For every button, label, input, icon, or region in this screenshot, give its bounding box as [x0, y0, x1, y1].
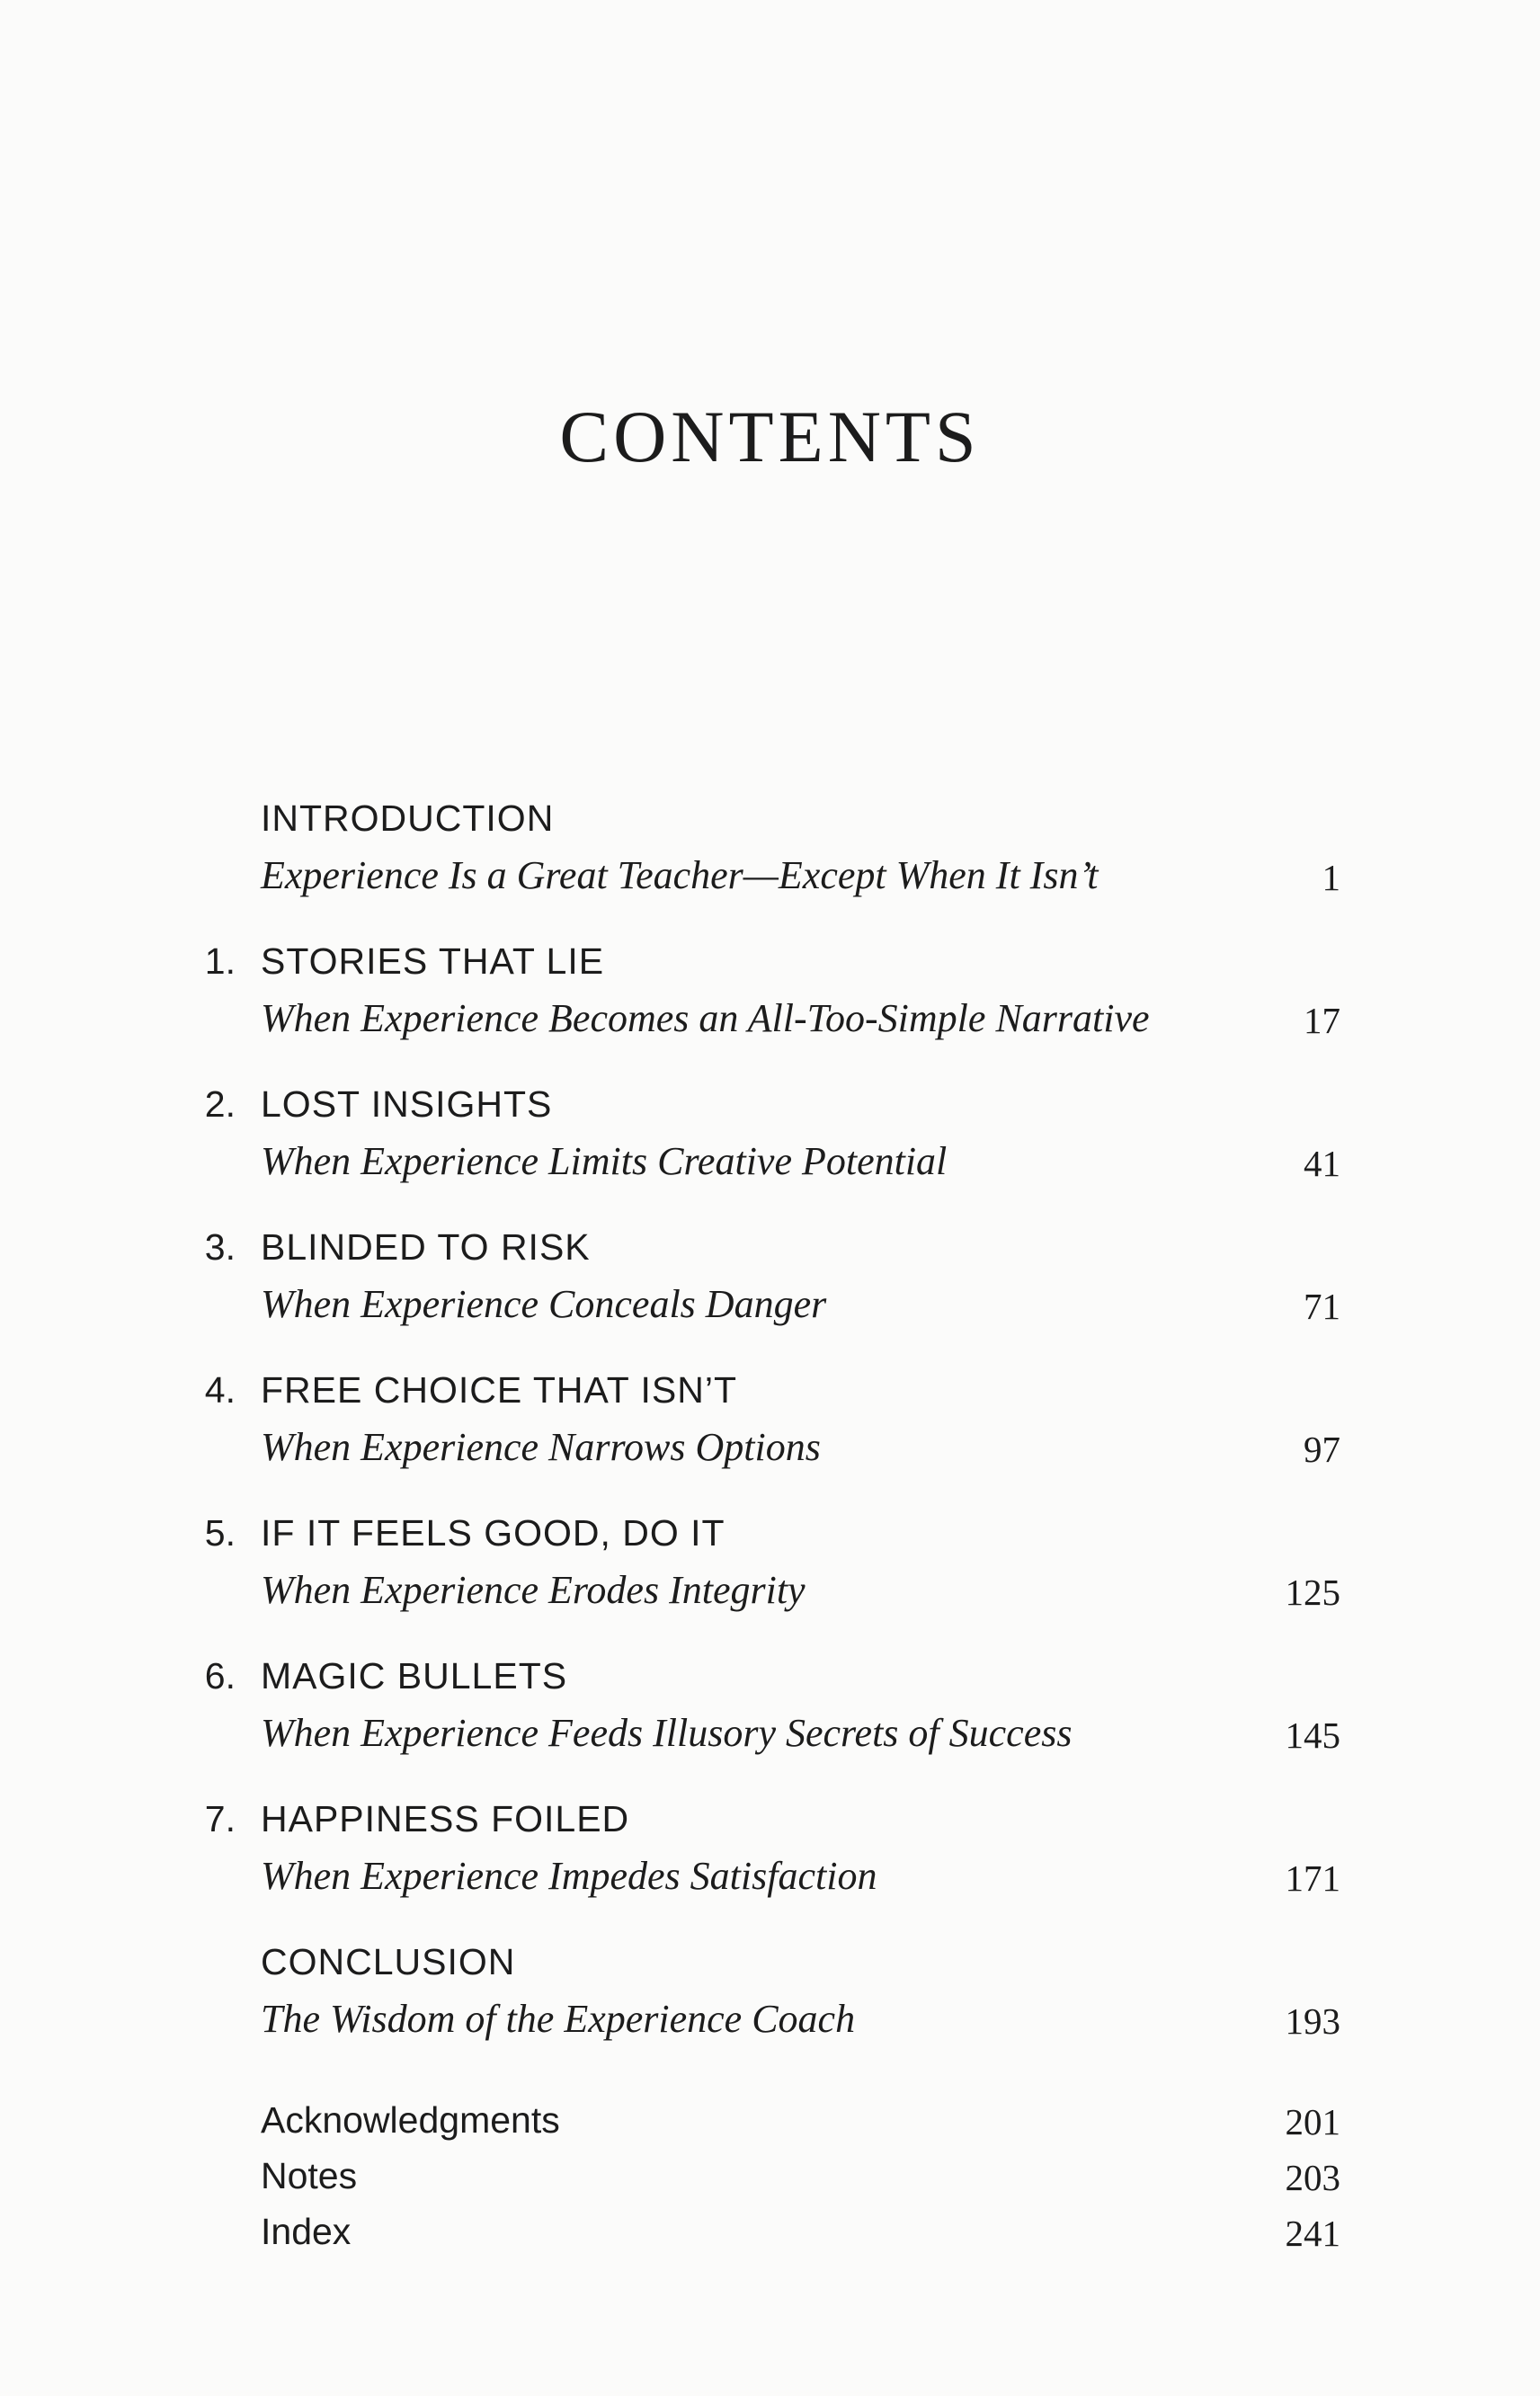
chapter-number: 3. — [204, 1226, 236, 1268]
page-number: 201 — [1285, 2101, 1340, 2142]
page-number: 71 — [1304, 1286, 1340, 1327]
chapter-subtitle: When Experience Impedes Satisfaction — [261, 1854, 877, 1898]
chapter-subtitle: When Experience Becomes an All-Too-Simple Narrative — [261, 996, 1150, 1040]
chapter-heading: INTRODUCTION — [261, 797, 555, 839]
chapter-subtitle: The Wisdom of the Experience Coach — [261, 1997, 856, 2041]
page-number: 1 — [1322, 857, 1340, 898]
page-number: 41 — [1304, 1143, 1340, 1184]
page-number: 97 — [1304, 1429, 1340, 1470]
back-matter-label: Acknowledgments — [261, 2099, 560, 2141]
page-number: 145 — [1285, 1715, 1340, 1756]
chapter-heading: MAGIC BULLETS — [261, 1655, 568, 1697]
page-number: 203 — [1285, 2157, 1340, 2198]
toc-entry-chapter-5[interactable] — [0, 1512, 1540, 1650]
chapter-number: 1. — [204, 940, 236, 982]
chapter-subtitle: When Experience Feeds Illusory Secrets of Success — [261, 1711, 1073, 1755]
chapter-heading: FREE CHOICE THAT ISN’T — [261, 1369, 737, 1411]
toc-entry-chapter-1[interactable] — [0, 940, 1540, 1078]
chapter-subtitle: When Experience Narrows Options — [261, 1425, 821, 1469]
page-number: 193 — [1285, 2000, 1340, 2042]
chapter-heading: STORIES THAT LIE — [261, 940, 605, 982]
page-title: CONTENTS — [559, 396, 981, 477]
toc-entry-chapter-2[interactable] — [0, 1083, 1540, 1221]
chapter-number: 7. — [204, 1798, 236, 1839]
chapter-number: 4. — [204, 1369, 236, 1411]
chapter-heading: CONCLUSION — [261, 1941, 516, 1982]
chapter-subtitle: When Experience Conceals Danger — [261, 1282, 827, 1326]
back-matter-label: Index — [261, 2211, 352, 2252]
chapter-heading: IF IT FEELS GOOD, DO IT — [261, 1512, 725, 1554]
back-matter-label: Notes — [261, 2155, 358, 2196]
toc-entry-chapter-6[interactable] — [0, 1655, 1540, 1793]
chapter-heading: HAPPINESS FOILED — [261, 1798, 630, 1839]
toc-entry-introduction[interactable] — [0, 797, 1540, 935]
toc-entry-chapter-3[interactable] — [0, 1226, 1540, 1364]
chapter-heading: BLINDED TO RISK — [261, 1226, 591, 1268]
chapter-subtitle: Experience Is a Great Teacher—Except When It Isn’t — [261, 853, 1099, 897]
chapter-number: 5. — [204, 1512, 236, 1554]
toc-entry-index[interactable] — [0, 2213, 1540, 2258]
page-number: 171 — [1285, 1857, 1340, 1899]
chapter-heading: LOST INSIGHTS — [261, 1083, 553, 1125]
toc-entry-chapter-7[interactable] — [0, 1798, 1540, 1936]
chapter-subtitle: When Experience Erodes Integrity — [261, 1568, 806, 1612]
toc-entry-acknowledgments[interactable] — [0, 2099, 1540, 2147]
toc-entry-conclusion[interactable] — [0, 1941, 1540, 2079]
toc-entry-chapter-4[interactable] — [0, 1369, 1540, 1507]
chapter-subtitle: When Experience Limits Creative Potential — [261, 1139, 948, 1183]
toc-entry-notes[interactable] — [0, 2155, 1540, 2203]
page-number: 241 — [1285, 2213, 1340, 2254]
chapter-number: 6. — [204, 1655, 236, 1697]
chapter-number: 2. — [204, 1083, 236, 1125]
page-number: 17 — [1304, 1000, 1340, 1041]
page-number: 125 — [1285, 1572, 1340, 1613]
